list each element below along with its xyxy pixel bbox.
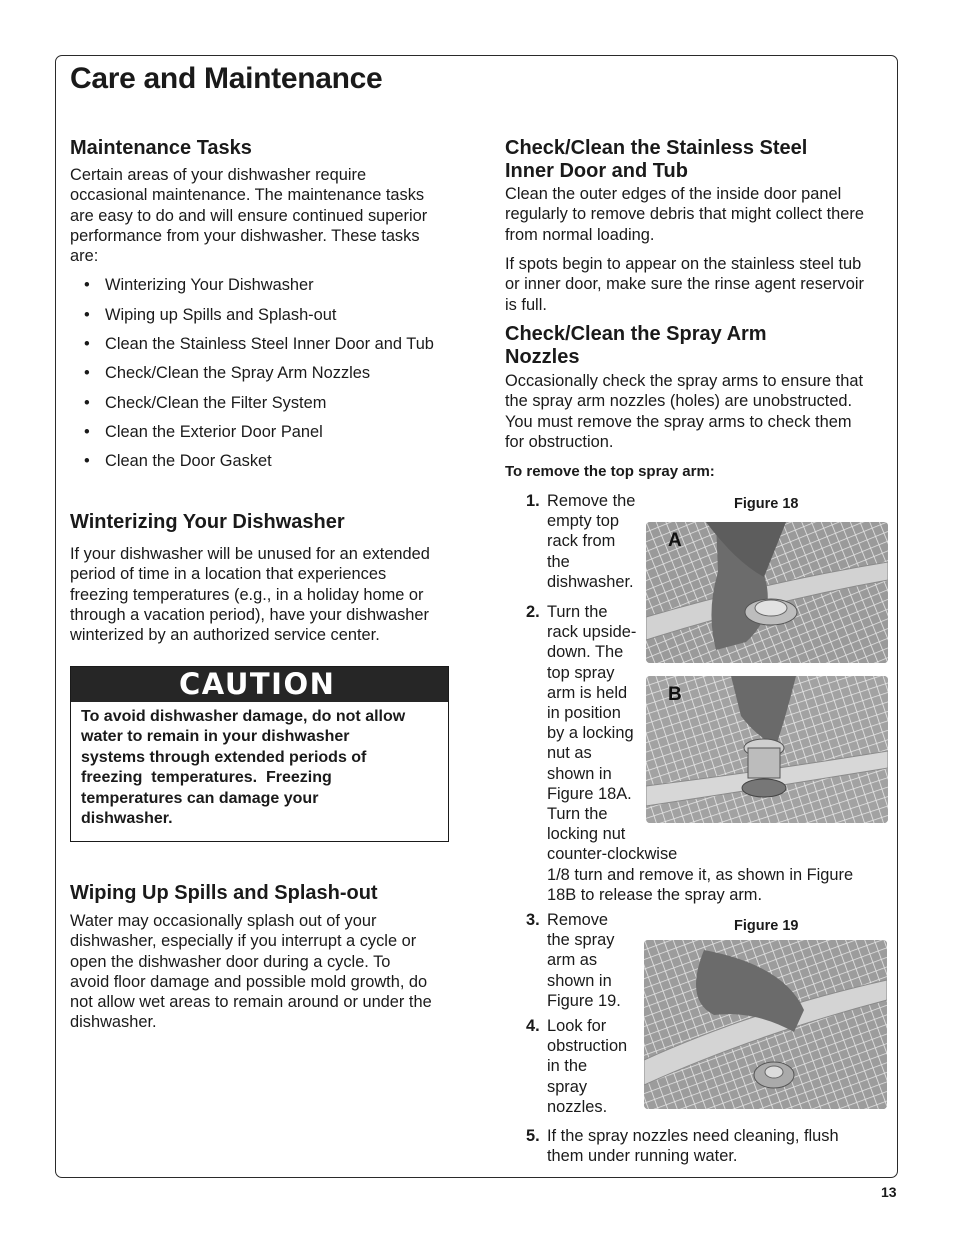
- step-line: Figure 18A.: [547, 784, 632, 803]
- step-line: the spray: [547, 931, 615, 950]
- step-1-text: [547, 491, 635, 592]
- caution-line: systems through extended periods of: [81, 748, 367, 766]
- dish-rack-photo-icon: [646, 676, 888, 823]
- caution-line: To avoid dishwasher damage, do not allow: [81, 708, 406, 725]
- step-line: rack upside-: [547, 623, 637, 642]
- task-label: Clean the Door Gasket: [105, 452, 272, 470]
- step-number: 2.: [526, 603, 540, 621]
- text-line: not allow wet areas to remain around or under the: [70, 993, 432, 1012]
- task-label: Check/Clean the Filter System: [105, 394, 327, 412]
- caution-line: water to remain in your dishwasher: [81, 728, 350, 746]
- heading-line: Nozzles: [505, 346, 580, 368]
- step-line: Figure 19.: [547, 991, 621, 1010]
- text-line: freezing temperatures (e.g., in a holiday home or: [70, 585, 424, 604]
- step-line: Remove: [547, 911, 609, 929]
- step-line: Look for: [547, 1017, 607, 1035]
- step-number: 3.: [526, 911, 540, 929]
- text-line: If spots begin to appear on the stainless steel tub: [505, 255, 862, 273]
- heading-line: Check/Clean the Stainless Steel: [505, 137, 808, 159]
- intro-line: Certain areas of your dishwasher require: [70, 166, 367, 184]
- stainless-para-2: [505, 254, 895, 315]
- task-list-item: [84, 363, 371, 383]
- text-line: avoid floor damage and possible mold growth, do: [70, 972, 428, 991]
- caution-line: freezing temperatures. Freezing: [81, 769, 332, 787]
- text-line: through a vacation period), have your dishwasher: [70, 605, 429, 624]
- text-line: If your dishwasher will be unused for an extended: [70, 545, 430, 563]
- figure-19-caption: Figure 19: [734, 918, 799, 934]
- text-line: dishwasher.: [70, 1013, 157, 1032]
- page-number: 13: [881, 1184, 897, 1200]
- step-4-text: [547, 1016, 627, 1117]
- caution-line: dishwasher.: [81, 810, 173, 828]
- heading-line: Inner Door and Tub: [505, 160, 688, 182]
- text-line: Occasionally check the spray arms to ensure that: [505, 372, 864, 390]
- spray-arm-heading: [505, 323, 767, 369]
- step-line: arm is held: [547, 683, 628, 702]
- bullet-icon: •: [84, 335, 90, 353]
- step-line: counter-clockwise: [547, 845, 678, 864]
- maintenance-tasks-heading: Maintenance Tasks: [70, 137, 252, 159]
- winterizing-heading: Winterizing Your Dishwasher: [70, 511, 345, 533]
- step-line: rack from: [547, 532, 616, 551]
- step-number: 5.: [526, 1127, 540, 1145]
- step-line: top spray: [547, 663, 615, 682]
- bullet-icon: •: [84, 364, 90, 382]
- dish-rack-photo-icon: [644, 940, 887, 1109]
- step-number: 4.: [526, 1017, 540, 1035]
- step-line: spray: [547, 1077, 588, 1096]
- step-line: arm as: [547, 951, 598, 970]
- task-list-item: [84, 393, 327, 413]
- text-line: the spray arm nozzles (holes) are unobstructed.: [505, 392, 853, 411]
- text-line: regularly to remove debris that might collect there: [505, 205, 864, 224]
- step-line: 1/8 turn and remove it, as shown in Figure: [547, 865, 854, 884]
- step-line: in the: [547, 1057, 588, 1076]
- remove-spray-arm-subheading: To remove the top spray arm:: [505, 463, 715, 480]
- task-label: Clean the Stainless Steel Inner Door and Tub: [105, 335, 434, 353]
- bullet-icon: •: [84, 452, 90, 470]
- winterizing-text: [70, 544, 455, 645]
- text-line: is full.: [505, 295, 547, 314]
- intro-line: occasional maintenance. The maintenance tasks: [70, 186, 425, 205]
- text-line: for obstruction.: [505, 432, 614, 451]
- text-line: period of time in a location that experiences: [70, 565, 387, 584]
- step-line: by a locking: [547, 724, 634, 743]
- spills-text: [70, 911, 455, 1033]
- step-line: If the spray nozzles need cleaning, flush: [547, 1127, 839, 1145]
- task-label: Wiping up Spills and Splash-out: [105, 306, 337, 324]
- dish-rack-photo-icon: [646, 522, 888, 663]
- step-line: shown in: [547, 971, 612, 990]
- step-line: locking nut: [547, 825, 626, 844]
- intro-line: are:: [70, 247, 99, 266]
- figure-18a-label: A: [668, 530, 682, 551]
- text-line: You must remove the spray arms to check them: [505, 412, 852, 431]
- heading-line: Check/Clean the Spray Arm: [505, 323, 767, 345]
- step-line: the: [547, 552, 570, 571]
- step-line: obstruction: [547, 1037, 628, 1056]
- bullet-icon: •: [84, 423, 90, 441]
- bullet-icon: •: [84, 394, 90, 412]
- spills-heading: Wiping Up Spills and Splash-out: [70, 882, 378, 904]
- step-3-text: [547, 910, 621, 1011]
- bullet-icon: •: [84, 276, 90, 294]
- step-line: empty top: [547, 512, 619, 531]
- stainless-heading: [505, 137, 807, 183]
- step-line: down. The: [547, 643, 624, 662]
- task-list-item: [84, 451, 272, 471]
- task-label: Check/Clean the Spray Arm Nozzles: [105, 364, 371, 382]
- text-line: dishwasher, especially if you interrupt a cycle or: [70, 932, 417, 951]
- caution-line: temperatures can damage your: [81, 789, 319, 807]
- text-line: from normal loading.: [505, 225, 655, 244]
- text-line: open the dishwasher door during a cycle. To: [70, 952, 391, 971]
- step-line: dishwasher.: [547, 572, 634, 591]
- step-line: nut as: [547, 744, 592, 763]
- step-line: nozzles.: [547, 1097, 608, 1116]
- step-line: Remove the: [547, 492, 636, 510]
- text-line: winterized by an authorized service center.: [70, 626, 380, 645]
- task-list-item: [84, 305, 337, 325]
- caution-text: [81, 707, 441, 829]
- task-label: Clean the Exterior Door Panel: [105, 423, 323, 441]
- text-line: Water may occasionally splash out of your: [70, 912, 377, 930]
- step-number: 1.: [526, 492, 540, 510]
- step-line: Turn the: [547, 805, 608, 824]
- step-line: shown in: [547, 764, 612, 783]
- task-list-item: [84, 334, 434, 354]
- step-line: in position: [547, 704, 621, 723]
- maintenance-tasks-intro: [70, 165, 455, 266]
- figure-18-caption: Figure 18: [734, 496, 799, 512]
- figure-18b-label: B: [668, 684, 682, 705]
- text-line: or inner door, make sure the rinse agent reservoir: [505, 275, 864, 294]
- bullet-icon: •: [84, 306, 90, 324]
- task-list-item: [84, 275, 314, 295]
- stainless-para-1: [505, 184, 895, 245]
- text-line: Clean the outer edges of the inside door panel: [505, 185, 842, 203]
- figure-18a-photo: [646, 522, 888, 663]
- page-title: Care and Maintenance: [70, 62, 383, 95]
- intro-line: performance from your dishwasher. These tasks: [70, 226, 420, 245]
- intro-line: are easy to do and will ensure continued superior: [70, 206, 428, 225]
- figure-19-photo: [644, 940, 887, 1109]
- figure-18b-photo: [646, 676, 888, 823]
- caution-label: CAUTION: [71, 667, 448, 702]
- task-list-item: [84, 422, 323, 442]
- step-line: them under running water.: [547, 1147, 738, 1166]
- task-label: Winterizing Your Dishwasher: [105, 276, 314, 294]
- step-line: 18B to release the spray arm.: [547, 885, 763, 904]
- spray-arm-para: [505, 371, 895, 452]
- caution-box: [70, 666, 449, 842]
- step-line: Turn the: [547, 603, 608, 621]
- step-5-text: [547, 1126, 839, 1166]
